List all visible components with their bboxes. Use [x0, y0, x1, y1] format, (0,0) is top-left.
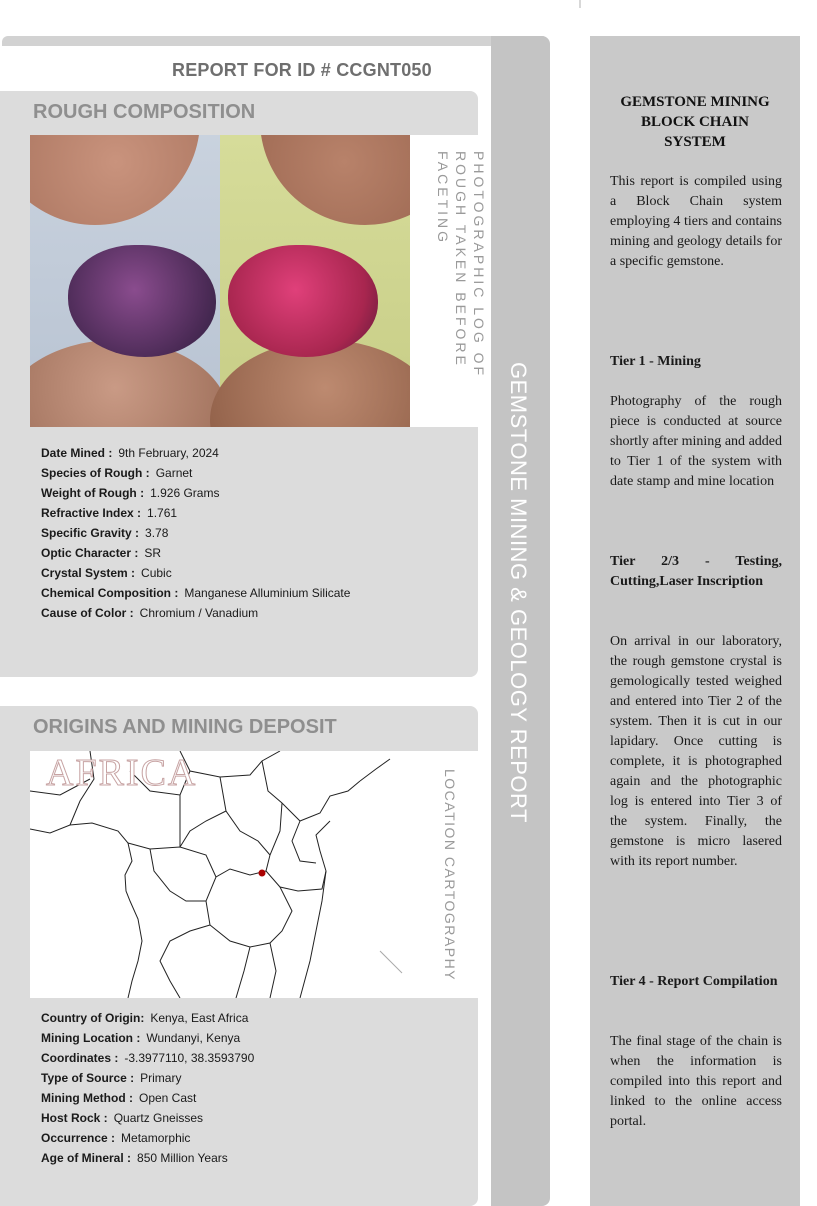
- detail-mining-location: Mining Location : Wundanyi, Kenya: [41, 1031, 241, 1045]
- tier23-text: On arrival in our laboratory, the rough gemstone crystal is gemologically tested weighed and entered into Tier 2 of the system. Then it is cut in our lapidary. Once cutting is complete, it is photographed again and the photographic log is entered into Tier 3 of the system. Finally, the gemstone is micro lasered with its report number.: [610, 634, 782, 869]
- rough-photo-caption: PHOTOGRAPHIC LOG OF ROUGH TAKEN BEFORE FACETING: [435, 151, 487, 379]
- map-caption-area: [425, 751, 478, 998]
- detail-refractive-index: Refractive Index : 1.761: [41, 506, 178, 520]
- center-band-title: GEMSTONE MINING & GEOLOGY REPORT: [506, 362, 531, 823]
- sidebar-title: GEMSTONE MINING BLOCK CHAIN SYSTEM: [620, 94, 770, 150]
- detail-optic-character: Optic Character : SR: [41, 546, 162, 560]
- tier23-heading: Tier 2/3 - Testing, Cutting,Laser Inscription: [610, 554, 782, 589]
- map-label-africa: AFRICA: [46, 752, 198, 794]
- sidebar-intro: This report is compiled using a Block Chain system employing 4 tiers and contains mining and geology details for a specific gemstone.: [610, 174, 782, 269]
- detail-species: Species of Rough : Garnet: [41, 466, 193, 480]
- detail-host-rock: Host Rock : Quartz Gneisses: [41, 1111, 204, 1125]
- rough-composition-section: [0, 91, 487, 677]
- report-title: REPORT FOR ID # CCGNT050: [172, 60, 432, 80]
- rough-photo-daylight: [30, 135, 220, 427]
- detail-age: Age of Mineral : 850 Million Years: [41, 1151, 228, 1165]
- origins-heading: ORIGINS AND MINING DEPOSIT: [33, 716, 337, 738]
- top-divider-tick: [579, 0, 581, 8]
- detail-occurrence: Occurrence : Metamorphic: [41, 1131, 191, 1145]
- tier1-heading: Tier 1 - Mining: [610, 354, 701, 369]
- rough-photo-incandescent: [220, 135, 410, 427]
- detail-date-mined: Date Mined : 9th February, 2024: [41, 446, 219, 460]
- tier4-heading: Tier 4 - Report Compilation: [610, 974, 778, 989]
- detail-mining-method: Mining Method : Open Cast: [41, 1091, 197, 1105]
- detail-crystal-system: Crystal System : Cubic: [41, 566, 172, 580]
- detail-chemical-composition: Chemical Composition : Manganese Alluminium Silicate: [41, 586, 351, 600]
- detail-weight: Weight of Rough : 1.926 Grams: [41, 486, 220, 500]
- detail-cause-of-color: Cause of Color : Chromium / Vanadium: [41, 606, 259, 620]
- detail-source-type: Type of Source : Primary: [41, 1071, 182, 1085]
- tier1-text: Photography of the rough piece is conducted at source shortly after mining and added to Tier 1 of the system with date stamp and mine location: [610, 394, 782, 489]
- origins-section: [0, 706, 478, 1206]
- map-caption: LOCATION CARTOGRAPHY: [442, 769, 458, 982]
- rough-photo-caption-area: [410, 135, 487, 427]
- rough-details: [41, 443, 350, 623]
- origin-details: [41, 1008, 254, 1168]
- mine-location-marker: [259, 870, 266, 877]
- blockchain-sidebar: [590, 36, 800, 1206]
- detail-specific-gravity: Specific Gravity : 3.78: [41, 526, 169, 540]
- detail-coordinates: Coordinates : -3.3977110, 38.3593790: [41, 1051, 255, 1065]
- detail-country: Country of Origin: Kenya, East Africa: [41, 1011, 249, 1025]
- africa-map: [30, 751, 425, 998]
- rough-photo: [30, 135, 410, 427]
- rough-composition-heading: ROUGH COMPOSITION: [33, 101, 256, 123]
- tier4-text: The final stage of the chain is when the information is compiled into this report and linked to the online access portal.: [610, 1034, 782, 1129]
- top-bar: [2, 36, 548, 46]
